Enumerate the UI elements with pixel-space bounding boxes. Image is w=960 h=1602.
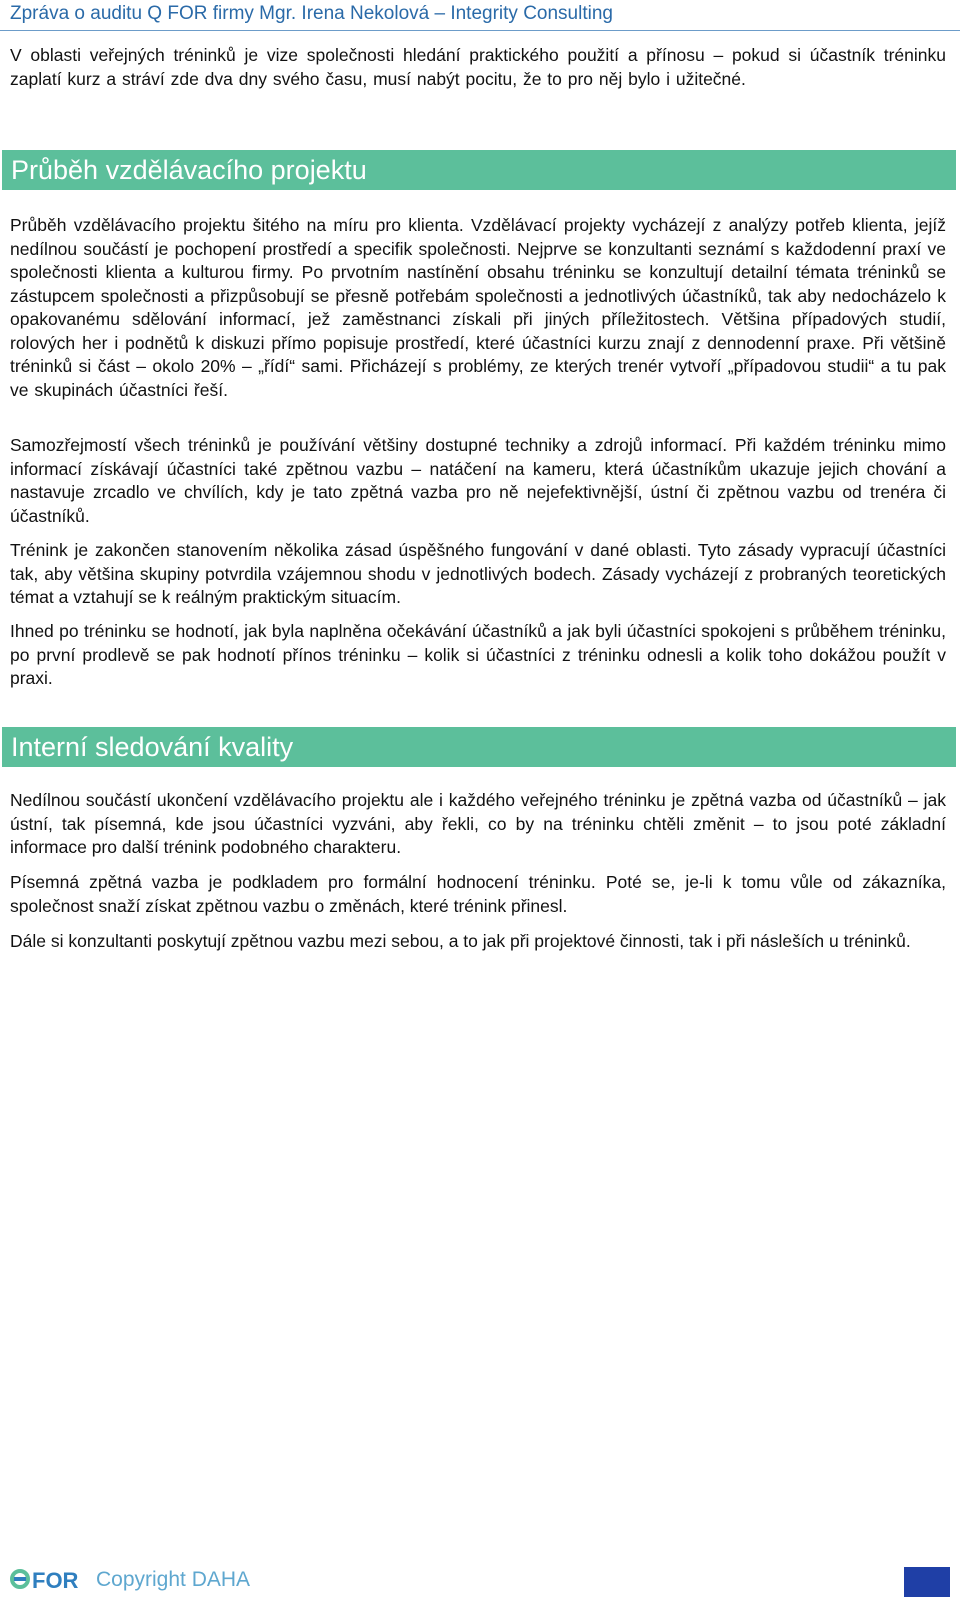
- header-divider: [0, 30, 960, 31]
- section-heading-bar: [2, 150, 956, 190]
- body-paragraph: Dále si konzultanti poskytují zpětnou vazbu mezi sebou, a to jak při projektové činnosti, tak i při násleších u tréninků.: [10, 931, 911, 951]
- section-heading-title: Průběh vzdělávacího projektu: [11, 155, 367, 185]
- body-paragraph: Ihned po tréninku se hodnotí, jak byla naplněna očekávání účastníků a jak byli účastníci spokojeni s průběhem tréninku, po první prodlevě se pak hodnotí přínos tréninku – kolik si účastníci z tréninku odnesli a kolik toho dokážou použít v praxi.: [10, 621, 946, 688]
- document-header-title: Zpráva o auditu Q FOR firmy Mgr. Irena Nekolová – Integrity Consulting: [10, 3, 613, 24]
- svg-text:FOR: FOR: [32, 1568, 79, 1591]
- intro-paragraph: V oblasti veřejných tréninků je vize společnosti hledání praktického použití a přínosu – pokud si účastník tréninku zaplatí kurz a stráví zde dva dny svého času, musí nabýt pocitu, že to pro něj bylo i užitečné.: [10, 45, 946, 89]
- section-heading-bar: [2, 727, 956, 767]
- body-paragraph: Samozřejmostí všech tréninků je používání většiny dostupné techniky a zdrojů informací. Při každém tréninku mimo informací získávají účastníci také zpětnou vazbu – natáčení na kameru, která účastníkům ukazuje jejich chování a nastavuje zrcadlo ve chvílích, kdy je tato zpětná vazba pro ně nejefektivnější, ústní či zpětnou vazbu od trenéra či účastníků.: [10, 435, 946, 526]
- qfor-logo-icon: [10, 1567, 88, 1591]
- section-heading-title: Interní sledování kvality: [11, 732, 294, 762]
- body-paragraph: Písemná zpětná vazba je podkladem pro formální hodnocení tréninku. Poté se, je-li k tomu vůle od zákazníka, společnost snaží získat zpětnou vazbu o změnách, které trénink přinesl.: [10, 872, 946, 916]
- eu-flag-icon: [904, 1567, 950, 1597]
- body-paragraph: Průběh vzdělávacího projektu šitého na míru pro klienta. Vzdělávací projekty vycházejí z analýzy potřeb klienta, jejíž nedílnou součástí je pochopení prostředí a specifik společnosti. Nejprve se konzultanti seznámí s každodenní praxí ve společnosti klienta a kulturou firmy. Po prvotním nastínění obsahu tréninku se konzultují detailní témata tréninků se zástupcem společnosti a přizpůsobují se přesně potřebám společnosti a jednotlivých účastníků, tak aby nedocházelo k opakovanému sdělování informací, jež zaměstnanci získali při jiných příležitostech. Většina případových studií, rolových her i podnětů k diskuzi přímo popisuje prostředí, které účastníci kurzu znají z dennodenní praxe. Při většině tréninků si část – okolo 20% – „řídí“ sami. Přicházejí s problémy, ze kterých trenér vytvoří „případovou studii“ a tu pak ve skupinách účastníci řeší.: [10, 215, 946, 400]
- body-paragraph: Nedílnou součástí ukončení vzdělávacího projektu ale i každého veřejného tréninku je zpětná vazba od účastníků – jak ústní, tak písemná, kde jsou účastníci vyzváni, aby řekli, co by na tréninku chtěli změnit – to jsou poté základní informace pro další trénink podobného charakteru.: [10, 790, 946, 857]
- body-paragraph: Trénink je zakončen stanovením několika zásad úspěšného fungování v dané oblasti. Tyto zásady vypracují účastníci tak, aby většina skupiny potvrdila vzájemnou shodu v jednotlivých bodech. Zásady vycházejí z probraných teoretických témat a vztahují se k reálným praktickým situacím.: [10, 540, 946, 607]
- footer-copyright: Copyright DAHA: [96, 1568, 251, 1591]
